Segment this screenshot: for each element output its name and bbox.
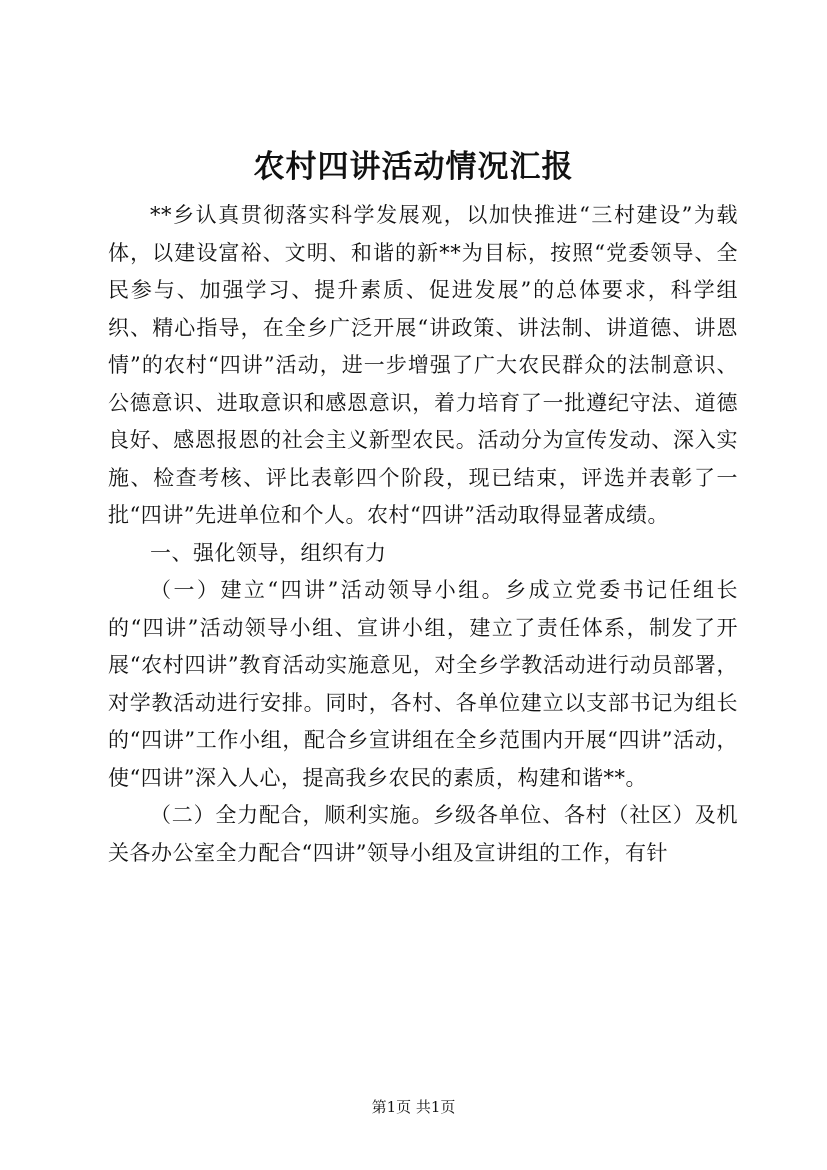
paragraph-section-1-1: （一）建立“四讲”活动领导小组。乡成立党委书记任组长的“四讲”活动领导小组、宣讲小组，建立了责任体系，制发了开展“农村四讲”教育活动实施意见，对全乡学教活动进行动员部署，对学教活动进行安排。同时，各村、各单位建立以支部书记为组长的“四讲”工作小组，配合乡宣讲组在全乡范围内开展“四讲”活动，使“四讲”深入人心，提高我乡农民的素质，构建和谐**。: [108, 578, 738, 790]
page-number: 第1页 共1页: [371, 1098, 456, 1116]
document-body: [108, 197, 738, 872]
paragraph-intro: **乡认真贯彻落实科学发展观，以加快推进“三村建设”为载体，以建设富裕、文明、和谐的新**为目标，按照“党委领导、全民参与、加强学习、提升素质、促进发展”的总体要求，科学组织、精心指导，在全乡广泛开展“讲政策、讲法制、讲道德、讲恩情”的农村“四讲”活动，进一步增强了广大农民群众的法制意识、公德意识、进取意识和感恩意识，着力培育了一批遵纪守法、道德良好、感恩报恩的社会主义新型农民。活动分为宣传发动、深入实施、检查考核、评比表彰四个阶段，现已结束，评选并表彰了一批“四讲”先进单位和个人。农村“四讲”活动取得显著成绩。: [108, 203, 738, 527]
page-title: 农村四讲活动情况汇报: [253, 149, 574, 185]
paragraph-section-1-2: （二）全力配合，顺利实施。乡级各单位、各村（社区）及机关各办公室全力配合“四讲”领导小组及宣讲组的工作，有针: [108, 803, 738, 865]
section-heading-1: 一、强化领导，组织有力: [150, 540, 387, 565]
